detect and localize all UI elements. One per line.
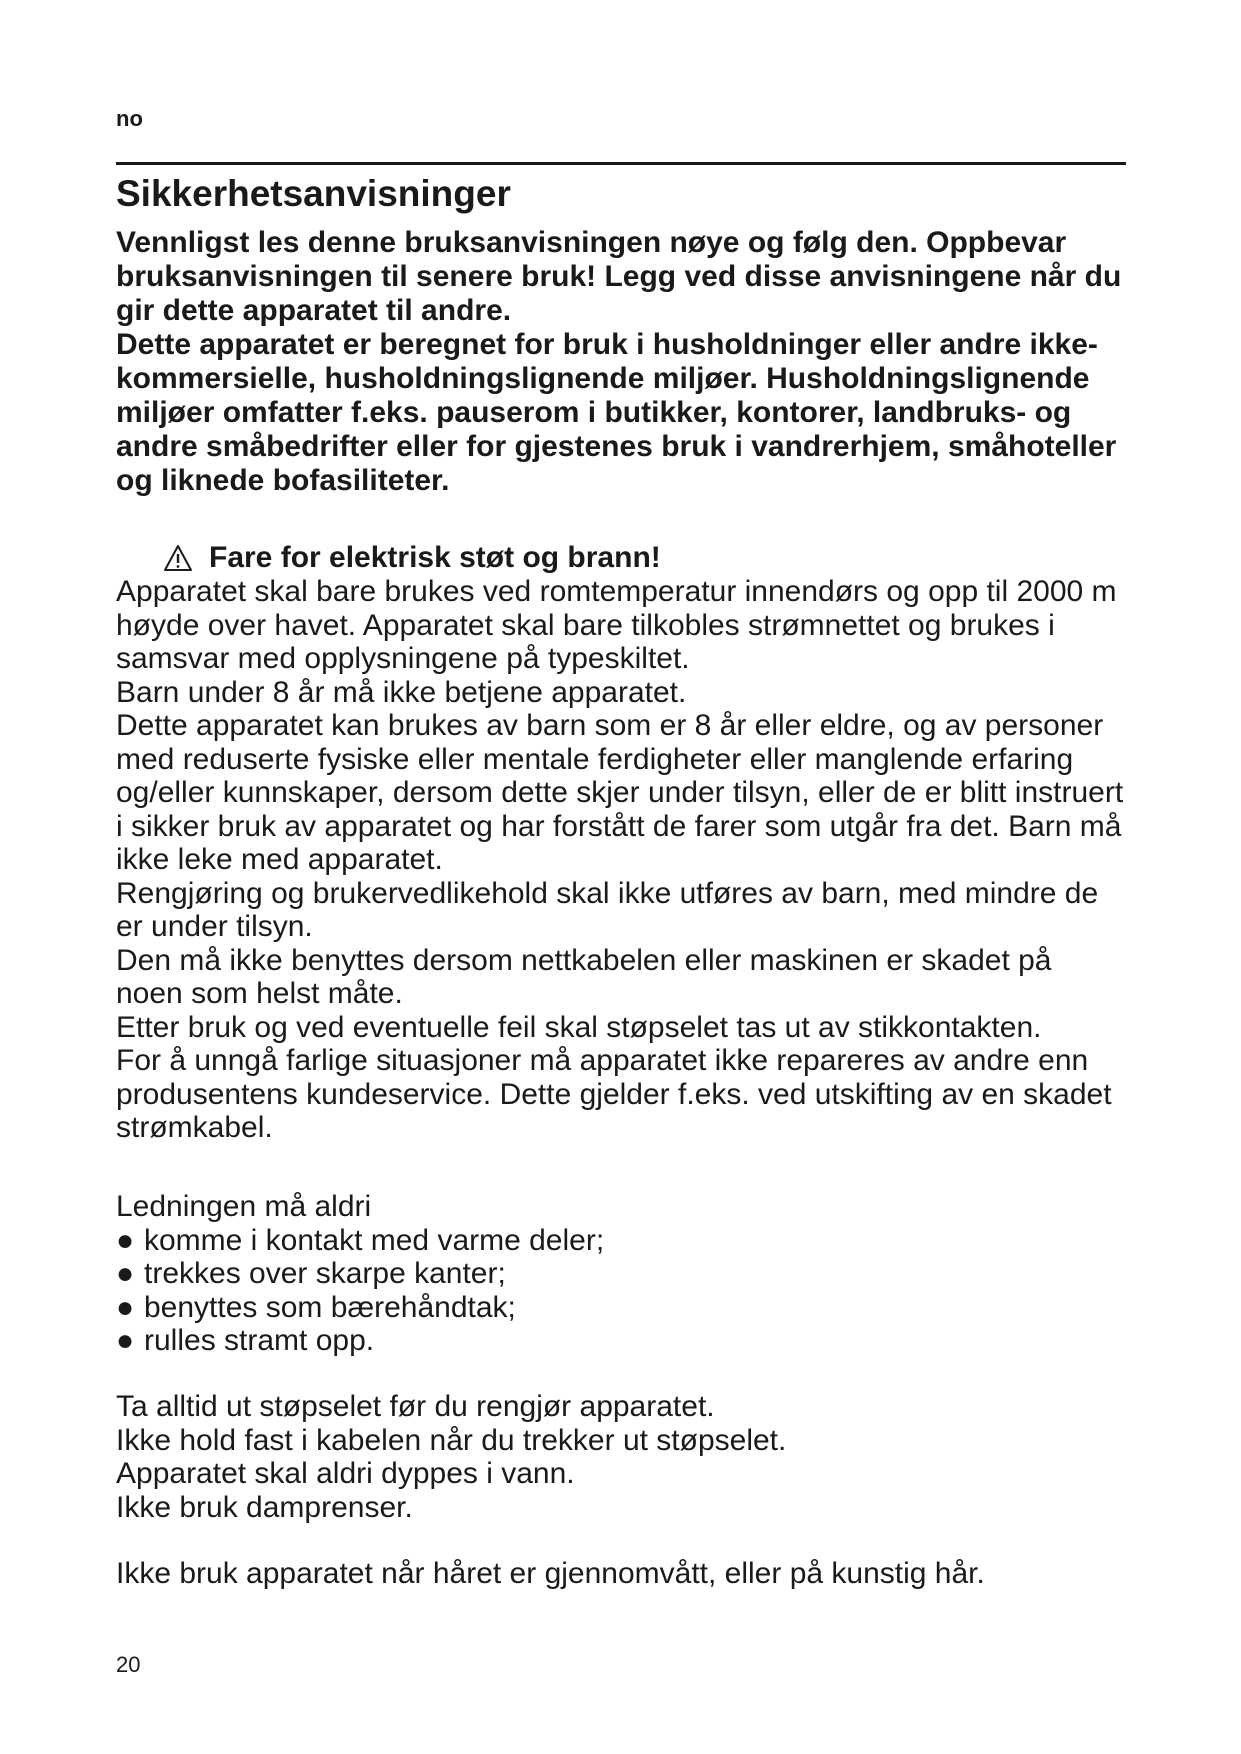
list-item: ● benyttes som bærehåndtak;	[116, 1290, 516, 1324]
intro-paragraph-2: Dette apparatet er beregnet for bruk i husholdninger eller andre ikke-kommersielle, husholdningslignende miljøer. Husholdningslignende miljøer omfatter f.eks. pauserom i butikker, kontorer, landbruks- og andre småbedrifter eller for gjestenes bruk i vandrerhjem, småhoteller og liknede bofasiliteter.	[116, 328, 1117, 497]
bullet-icon: ●	[116, 1290, 135, 1324]
warning-paragraph: Apparatet skal bare brukes ved romtemperatur innendørs og opp til 2000 m høyde over havet. Apparatet skal bare tilkobles strømnettet og brukes i samsvar med opplysningene på typeskiltet.	[116, 575, 1117, 675]
intro-paragraph-1: Vennligst les denne bruksanvisningen nøye og følg den. Oppbevar bruksanvisningen til senere bruk! Legg ved disse anvisningene når du gir dette apparatet til andre.	[116, 226, 1122, 327]
warning-paragraph: Den må ikke benyttes dersom nettkabelen eller maskinen er skadet på noen som helst måte.	[116, 943, 1052, 1010]
warning-heading	[163, 541, 661, 575]
warning-paragraph: Rengjøring og brukervedlikehold skal ikke utføres av barn, med mindre de er under tilsyn.	[116, 876, 1099, 943]
bullet-icon: ●	[116, 1257, 135, 1290]
cleaning-line: Ikke bruk damprenser.	[116, 1490, 413, 1524]
list-item: ● rulles stramt opp.	[116, 1324, 375, 1357]
language-code: no	[116, 106, 143, 131]
cleaning-line: Apparatet skal aldri dyppes i vann.	[116, 1457, 575, 1490]
warning-paragraph: For å unngå farlige situasjoner må apparatet ikke repareres av andre enn produsentens kundeservice. Dette gjelder f.eks. ved utskifting av en skadet strømkabel.	[116, 1044, 1112, 1144]
warning-triangle-icon	[163, 544, 193, 572]
header-divider	[116, 162, 1126, 165]
intro-section	[116, 226, 1126, 498]
warning-heading-text: Fare for elektrisk støt og brann!	[209, 541, 661, 574]
cord-list	[116, 1224, 1126, 1358]
cleaning-line: Ta alltid ut støpselet før du rengjør apparatet.	[116, 1390, 715, 1423]
hair-warning: Ikke bruk apparatet når håret er gjennomvått, eller på kunstig hår.	[116, 1557, 985, 1590]
warning-body	[116, 575, 1126, 1145]
bullet-icon: ●	[116, 1324, 135, 1357]
cleaning-section	[116, 1390, 1126, 1524]
cleaning-line: Ikke hold fast i kabelen når du trekker ut støpselet.	[116, 1423, 787, 1457]
cord-intro: Ledningen må aldri	[116, 1190, 372, 1223]
warning-paragraph: Etter bruk og ved eventuelle feil skal støpselet tas ut av stikkontakten.	[116, 1010, 1042, 1044]
warning-paragraph: Barn under 8 år må ikke betjene apparatet.	[116, 675, 687, 709]
list-item: ● komme i kontakt med varme deler;	[116, 1223, 605, 1257]
bullet-icon: ●	[116, 1223, 135, 1257]
page-title: Sikkerhetsanvisninger	[116, 173, 511, 214]
page-number: 20	[116, 1652, 141, 1677]
cord-section	[116, 1190, 1126, 1358]
list-item: ● trekkes over skarpe kanter;	[116, 1257, 506, 1290]
warning-paragraph: Dette apparatet kan brukes av barn som er 8 år eller eldre, og av personer med reduserte fysiske eller mentale ferdigheter eller manglende erfaring og/eller kunnskaper, dersom dette skjer under tilsyn, eller de er blitt instruert i sikker bruk av apparatet og har forstått de farer som utgår fra det. Barn må ikke leke med apparatet.	[116, 709, 1124, 876]
